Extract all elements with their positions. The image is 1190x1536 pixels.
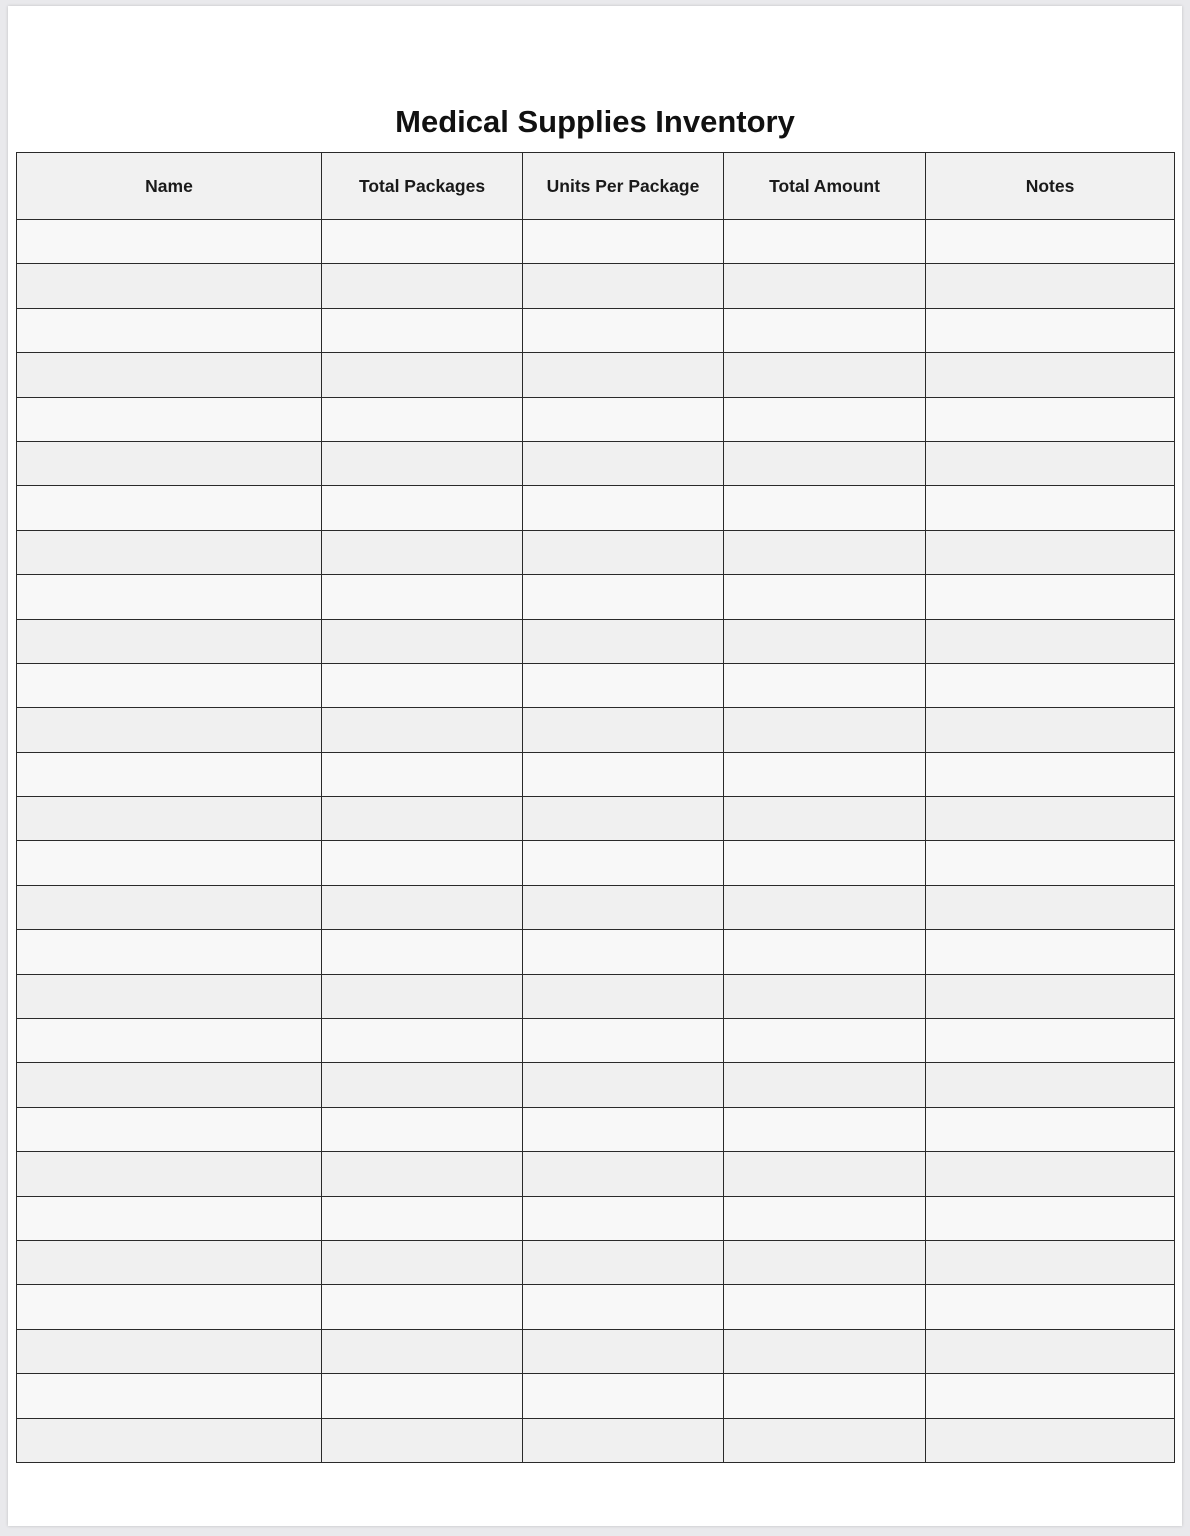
notes-cell[interactable] bbox=[926, 486, 1175, 530]
total-packages-cell[interactable] bbox=[322, 1152, 523, 1196]
table-row bbox=[17, 1418, 1175, 1462]
total-packages-cell[interactable] bbox=[322, 930, 523, 974]
total-amount-cell[interactable] bbox=[724, 530, 926, 574]
table-row bbox=[17, 1240, 1175, 1284]
table-row bbox=[17, 885, 1175, 929]
notes-cell[interactable] bbox=[926, 220, 1175, 264]
notes-cell[interactable] bbox=[926, 885, 1175, 929]
total-amount-cell[interactable] bbox=[724, 619, 926, 663]
name-cell[interactable] bbox=[17, 441, 322, 485]
name-cell[interactable] bbox=[17, 1107, 322, 1151]
total-amount-cell[interactable] bbox=[724, 1107, 926, 1151]
table-row bbox=[17, 974, 1175, 1018]
total-packages-cell[interactable] bbox=[322, 1196, 523, 1240]
notes-cell[interactable] bbox=[926, 1019, 1175, 1063]
total-amount-cell[interactable] bbox=[724, 220, 926, 264]
table-row bbox=[17, 797, 1175, 841]
total-amount-cell[interactable] bbox=[724, 930, 926, 974]
total-amount-cell[interactable] bbox=[724, 1196, 926, 1240]
total-amount-cell[interactable] bbox=[724, 974, 926, 1018]
total-amount-cell[interactable] bbox=[724, 575, 926, 619]
total-amount-cell[interactable] bbox=[724, 441, 926, 485]
total-packages-cell[interactable] bbox=[322, 441, 523, 485]
notes-cell[interactable] bbox=[926, 575, 1175, 619]
table-row bbox=[17, 930, 1175, 974]
notes-cell[interactable] bbox=[926, 1196, 1175, 1240]
total-packages-cell[interactable] bbox=[322, 353, 523, 397]
units-per-package-cell[interactable] bbox=[523, 1285, 724, 1329]
total-amount-cell[interactable] bbox=[724, 708, 926, 752]
page-title: Medical Supplies Inventory bbox=[395, 104, 795, 139]
total-packages-cell[interactable] bbox=[322, 619, 523, 663]
notes-cell[interactable] bbox=[926, 308, 1175, 352]
table-row bbox=[17, 220, 1175, 264]
name-cell[interactable] bbox=[17, 1240, 322, 1284]
total-amount-cell[interactable] bbox=[724, 1285, 926, 1329]
name-cell[interactable] bbox=[17, 1374, 322, 1418]
name-cell[interactable] bbox=[17, 486, 322, 530]
table-row bbox=[17, 1374, 1175, 1418]
units-per-package-cell[interactable] bbox=[523, 530, 724, 574]
total-packages-cell[interactable] bbox=[322, 841, 523, 885]
total-amount-cell[interactable] bbox=[724, 1063, 926, 1107]
total-packages-cell[interactable] bbox=[322, 885, 523, 929]
table-row bbox=[17, 619, 1175, 663]
total-packages-cell[interactable] bbox=[322, 1107, 523, 1151]
units-per-package-cell[interactable] bbox=[523, 885, 724, 929]
total-amount-cell[interactable] bbox=[724, 308, 926, 352]
total-packages-cell[interactable] bbox=[322, 1329, 523, 1373]
table-row bbox=[17, 752, 1175, 796]
table-row bbox=[17, 663, 1175, 707]
table-row bbox=[17, 1063, 1175, 1107]
total-packages-cell[interactable] bbox=[322, 1374, 523, 1418]
notes-cell[interactable] bbox=[926, 441, 1175, 485]
table-row bbox=[17, 1285, 1175, 1329]
units-per-package-cell[interactable] bbox=[523, 1152, 724, 1196]
table-row bbox=[17, 441, 1175, 485]
units-per-package-cell[interactable] bbox=[523, 1329, 724, 1373]
total-amount-cell[interactable] bbox=[724, 663, 926, 707]
table-row bbox=[17, 1019, 1175, 1063]
notes-cell[interactable] bbox=[926, 663, 1175, 707]
name-cell[interactable] bbox=[17, 353, 322, 397]
notes-cell[interactable] bbox=[926, 1374, 1175, 1418]
total-packages-cell[interactable] bbox=[322, 663, 523, 707]
table-row bbox=[17, 708, 1175, 752]
table-row bbox=[17, 1196, 1175, 1240]
name-cell[interactable] bbox=[17, 974, 322, 1018]
units-per-package-cell[interactable] bbox=[523, 1063, 724, 1107]
name-cell[interactable] bbox=[17, 308, 322, 352]
units-per-package-cell[interactable] bbox=[523, 1418, 724, 1462]
total-amount-cell[interactable] bbox=[724, 1019, 926, 1063]
total-amount-cell[interactable] bbox=[724, 1152, 926, 1196]
total-amount-cell[interactable] bbox=[724, 486, 926, 530]
units-per-package-cell[interactable] bbox=[523, 220, 724, 264]
notes-cell[interactable] bbox=[926, 264, 1175, 308]
units-per-package-cell[interactable] bbox=[523, 264, 724, 308]
units-per-package-cell[interactable] bbox=[523, 663, 724, 707]
total-amount-cell[interactable] bbox=[724, 1329, 926, 1373]
name-cell[interactable] bbox=[17, 708, 322, 752]
table-row bbox=[17, 1329, 1175, 1373]
total-amount-cell[interactable] bbox=[724, 752, 926, 796]
name-cell[interactable] bbox=[17, 1019, 322, 1063]
total-amount-cell[interactable] bbox=[724, 397, 926, 441]
units-per-package-cell[interactable] bbox=[523, 974, 724, 1018]
units-per-package-cell[interactable] bbox=[523, 441, 724, 485]
total-packages-cell[interactable] bbox=[322, 220, 523, 264]
table-body bbox=[17, 220, 1175, 1463]
total-packages-cell[interactable] bbox=[322, 708, 523, 752]
total-amount-cell[interactable] bbox=[724, 797, 926, 841]
units-per-package-cell[interactable] bbox=[523, 1019, 724, 1063]
total-amount-cell[interactable] bbox=[724, 841, 926, 885]
name-cell[interactable] bbox=[17, 885, 322, 929]
units-per-package-cell[interactable] bbox=[523, 575, 724, 619]
column-header-notes: Notes bbox=[926, 153, 1175, 220]
notes-cell[interactable] bbox=[926, 797, 1175, 841]
units-per-package-cell[interactable] bbox=[523, 619, 724, 663]
total-amount-cell[interactable] bbox=[724, 885, 926, 929]
units-per-package-cell[interactable] bbox=[523, 752, 724, 796]
total-packages-cell[interactable] bbox=[322, 486, 523, 530]
total-packages-cell[interactable] bbox=[322, 974, 523, 1018]
total-packages-cell[interactable] bbox=[322, 530, 523, 574]
total-amount-cell[interactable] bbox=[724, 1374, 926, 1418]
document-page bbox=[8, 6, 1182, 1526]
name-cell[interactable] bbox=[17, 797, 322, 841]
name-cell[interactable] bbox=[17, 220, 322, 264]
total-packages-cell[interactable] bbox=[322, 575, 523, 619]
total-amount-cell[interactable] bbox=[724, 1240, 926, 1284]
total-amount-cell[interactable] bbox=[724, 353, 926, 397]
name-cell[interactable] bbox=[17, 930, 322, 974]
total-packages-cell[interactable] bbox=[322, 797, 523, 841]
table-row bbox=[17, 397, 1175, 441]
name-cell[interactable] bbox=[17, 752, 322, 796]
units-per-package-cell[interactable] bbox=[523, 1196, 724, 1240]
column-header-units-per-package: Units Per Package bbox=[523, 153, 724, 220]
units-per-package-cell[interactable] bbox=[523, 1107, 724, 1151]
total-amount-cell[interactable] bbox=[724, 1418, 926, 1462]
notes-cell[interactable] bbox=[926, 930, 1175, 974]
name-cell[interactable] bbox=[17, 1285, 322, 1329]
table-row bbox=[17, 308, 1175, 352]
notes-cell[interactable] bbox=[926, 1329, 1175, 1373]
total-packages-cell[interactable] bbox=[322, 308, 523, 352]
notes-cell[interactable] bbox=[926, 841, 1175, 885]
units-per-package-cell[interactable] bbox=[523, 397, 724, 441]
name-cell[interactable] bbox=[17, 530, 322, 574]
units-per-package-cell[interactable] bbox=[523, 930, 724, 974]
total-packages-cell[interactable] bbox=[322, 1418, 523, 1462]
total-amount-cell[interactable] bbox=[724, 264, 926, 308]
notes-cell[interactable] bbox=[926, 530, 1175, 574]
units-per-package-cell[interactable] bbox=[523, 708, 724, 752]
notes-cell[interactable] bbox=[926, 353, 1175, 397]
units-per-package-cell[interactable] bbox=[523, 353, 724, 397]
table-header-row bbox=[17, 153, 1175, 220]
column-header-total-packages: Total Packages bbox=[322, 153, 523, 220]
name-cell[interactable] bbox=[17, 841, 322, 885]
name-cell[interactable] bbox=[17, 1418, 322, 1462]
total-packages-cell[interactable] bbox=[322, 264, 523, 308]
total-packages-cell[interactable] bbox=[322, 1240, 523, 1284]
notes-cell[interactable] bbox=[926, 1152, 1175, 1196]
notes-cell[interactable] bbox=[926, 619, 1175, 663]
notes-cell[interactable] bbox=[926, 1107, 1175, 1151]
table-row bbox=[17, 530, 1175, 574]
units-per-package-cell[interactable] bbox=[523, 1374, 724, 1418]
notes-cell[interactable] bbox=[926, 752, 1175, 796]
units-per-package-cell[interactable] bbox=[523, 1240, 724, 1284]
name-cell[interactable] bbox=[17, 1152, 322, 1196]
table-row bbox=[17, 353, 1175, 397]
units-per-package-cell[interactable] bbox=[523, 486, 724, 530]
name-cell[interactable] bbox=[17, 397, 322, 441]
name-cell[interactable] bbox=[17, 575, 322, 619]
name-cell[interactable] bbox=[17, 1063, 322, 1107]
name-cell[interactable] bbox=[17, 663, 322, 707]
table-row bbox=[17, 841, 1175, 885]
notes-cell[interactable] bbox=[926, 1418, 1175, 1462]
name-cell[interactable] bbox=[17, 264, 322, 308]
notes-cell[interactable] bbox=[926, 397, 1175, 441]
table-row bbox=[17, 1107, 1175, 1151]
notes-cell[interactable] bbox=[926, 708, 1175, 752]
notes-cell[interactable] bbox=[926, 1285, 1175, 1329]
table-row bbox=[17, 486, 1175, 530]
name-cell[interactable] bbox=[17, 1196, 322, 1240]
units-per-package-cell[interactable] bbox=[523, 841, 724, 885]
total-packages-cell[interactable] bbox=[322, 1285, 523, 1329]
units-per-package-cell[interactable] bbox=[523, 308, 724, 352]
total-packages-cell[interactable] bbox=[322, 1063, 523, 1107]
notes-cell[interactable] bbox=[926, 1240, 1175, 1284]
total-packages-cell[interactable] bbox=[322, 752, 523, 796]
table-row bbox=[17, 1152, 1175, 1196]
inventory-table bbox=[16, 152, 1175, 1463]
table-row bbox=[17, 575, 1175, 619]
total-packages-cell[interactable] bbox=[322, 397, 523, 441]
notes-cell[interactable] bbox=[926, 1063, 1175, 1107]
column-header-total-amount: Total Amount bbox=[724, 153, 926, 220]
notes-cell[interactable] bbox=[926, 974, 1175, 1018]
total-packages-cell[interactable] bbox=[322, 1019, 523, 1063]
name-cell[interactable] bbox=[17, 1329, 322, 1373]
column-header-name: Name bbox=[17, 153, 322, 220]
name-cell[interactable] bbox=[17, 619, 322, 663]
table-row bbox=[17, 264, 1175, 308]
units-per-package-cell[interactable] bbox=[523, 797, 724, 841]
